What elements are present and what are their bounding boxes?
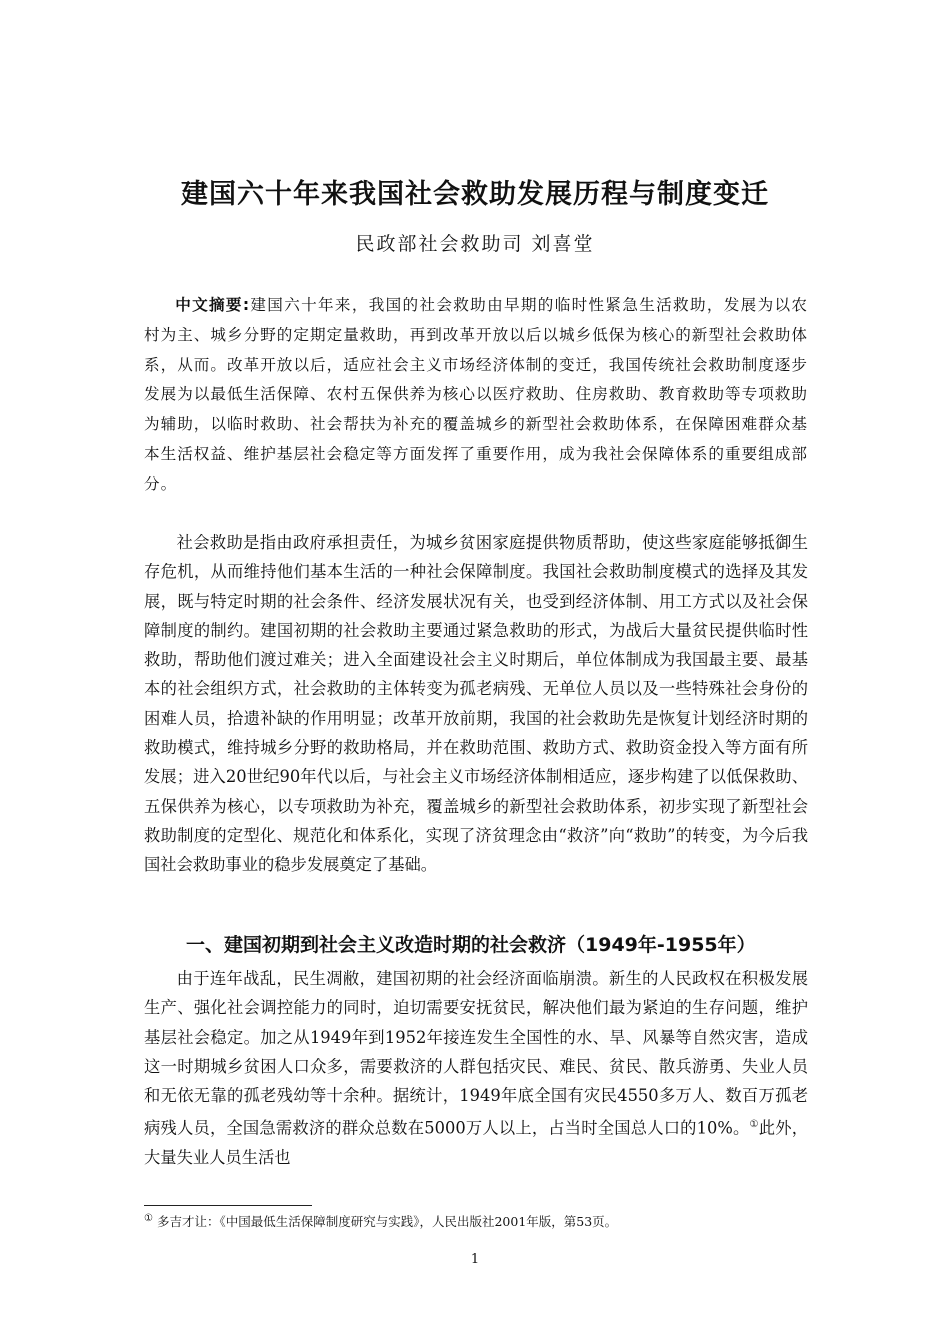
author-line: 民政部社会救助司 刘喜堂 [355,233,595,255]
document-title: 建国六十年来我国社会救助发展历程与制度变迁 [181,179,769,210]
intro-paragraph-block [144,528,808,880]
abstract-text: 建国六十年来，我国的社会救助由早期的临时性紧急生活救助，发展为以农村为主、城乡分野的定期定量救助，再到改革开放以后以城乡低保为核心的新型社会救助体系，从而。改革开放以后，适应社会主义市场经济体制的变迁，我国传统社会救助制度逐步发展为以最低生活保障、农村五保供养为核心以医疗救助、住房救助、教育救助等专项救助为辅助，以临时救助、社会帮扶为补充的覆盖城乡的新型社会救助体系，在保障困难群众基本生活权益、维护基层社会稳定等方面发挥了重要作用，成为我社会保障体系的重要组成部分。 [144,296,808,493]
footnote-reference[interactable]: ① [749,1119,759,1131]
intro-paragraph: 社会救助是指由政府承担责任，为城乡贫困家庭提供物质帮助，使这些家庭能够抵御生存危机，从而维持他们基本生活的一种社会保障制度。我国社会救助制度模式的选择及其发展，既与特定时期的社会条件、经济发展状况有关，也受到经济体制、用工方式以及社会保障制度的制约。建国初期的社会救助主要通过紧急救助的形式，为战后大量贫民提供临时性救助，帮助他们渡过难关；进入全面建设社会主义时期后，单位体制成为我国最主要、最基本的社会组织方式，社会救助的主体转变为孤老病残、无单位人员以及一些特殊社会身份的困难人员，拾遗补缺的作用明显；改革开放前期，我国的社会救助先是恢复计划经济时期的救助模式，维持城乡分野的救助格局，并在救助范围、救助方式、救助资金投入等方面有所发展；进入20世纪90年代以后，与社会主义市场经济体制相适应，逐步构建了以低保救助、五保供养为核心，以专项救助为补充，覆盖城乡的新型社会救助体系，初步实现了新型社会救助制度的定型化、规范化和体系化，实现了济贫理念由“救济”向“救助”的转变，为今后我国社会救助事业的稳步发展奠定了基础。 [144,533,808,875]
footnote-text: 多吉才让：《中国最低生活保障制度研究与实践》，人民出版社2001年版，第53页。 [156,1214,618,1229]
footnote-mark: ① [144,1212,153,1224]
footnote-divider [144,1205,312,1206]
section-body-block [144,964,808,1173]
section-text-tail: 此外，大量失业人员生活也 [144,1118,808,1168]
abstract [144,291,808,500]
abstract-label: 中文摘要: [175,296,251,314]
page-number: 1 [470,1252,480,1267]
section-paragraph [144,964,808,1173]
section-heading: 一、建国初期到社会主义改造时期的社会救济（1949年-1955年） [186,934,756,956]
footnote [144,1212,808,1230]
section-text: 由于连年战乱，民生凋敝，建国初期的社会经济面临崩溃。新生的人民政权在积极发展生产、强化社会调控能力的同时，迫切需要安抚贫民，解决他们最为紧迫的生存问题，维护基层社会稳定。加之从1949年到1952年接连发生全国性的水、旱、风暴等自然灾害，造成这一时期城乡贫困人口众多，需要救济的人群包括灾民、难民、贫民、散兵游勇、失业人员和无依无靠的孤老残幼等十余种。据统计，1949年底全国有灾民4550多万人、数百万孤老病残人员，全国急需救济的群众总数在5000万人以上，占当时全国总人口的10%。 [144,969,808,1138]
abstract-paragraph [144,291,808,500]
